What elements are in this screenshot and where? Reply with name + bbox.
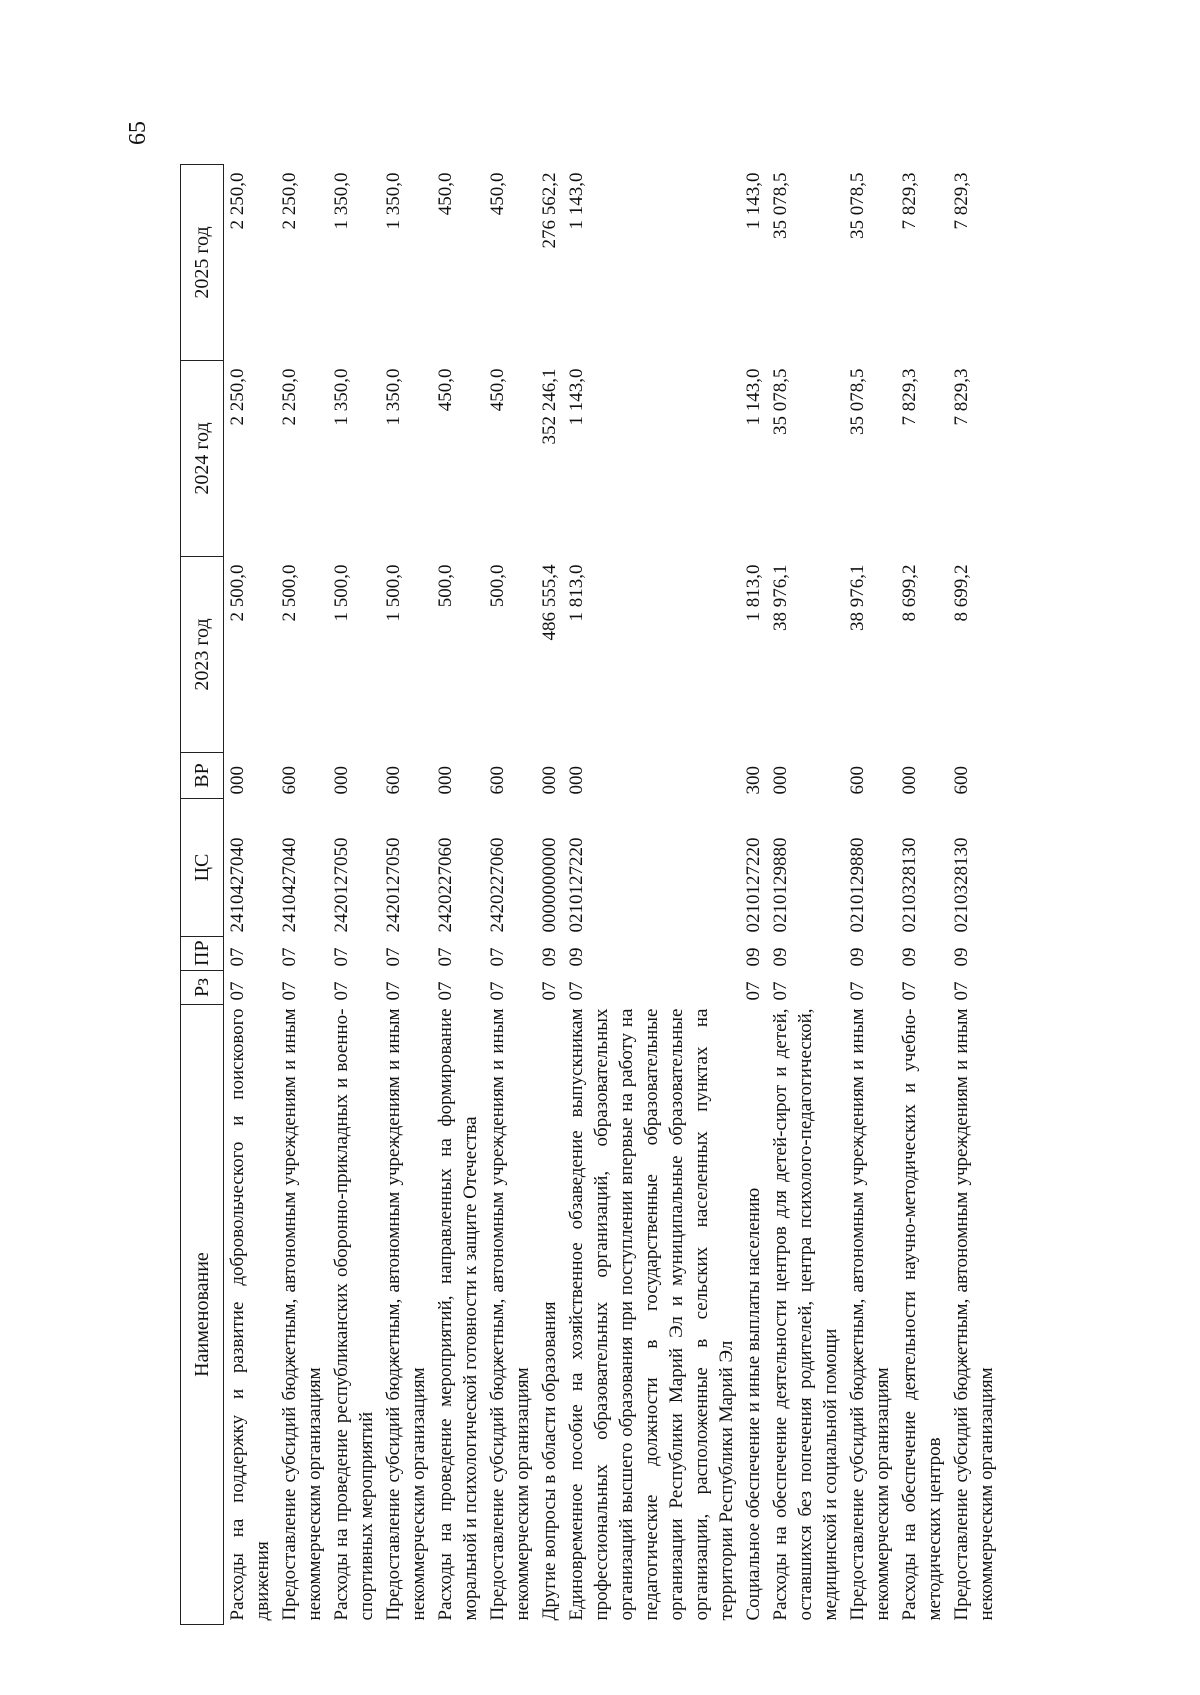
row-pr: 09 <box>770 947 791 967</box>
row-rz: 07 <box>435 981 456 1001</box>
row-pr: 07 <box>227 947 248 967</box>
row-rz: 07 <box>899 981 920 1001</box>
row-2024: 2 250,0 <box>279 368 300 426</box>
row-cs: 2410427040 <box>227 837 248 933</box>
row-2023: 8 699,2 <box>899 564 920 622</box>
row-cs: 2420127050 <box>331 837 352 933</box>
row-2024: 450,0 <box>435 368 456 412</box>
row-name: Предоставление субсидий бюджетным, автономным учреждениям и иным некоммерческим организациям <box>951 1008 997 1621</box>
col-header-cs: ЦС <box>181 799 224 937</box>
row-2023: 1 813,0 <box>743 564 764 622</box>
row-pr: 09 <box>899 947 920 967</box>
row-rz: 07 <box>539 981 560 1001</box>
row-cs: 0210129880 <box>770 837 791 933</box>
page-number: 65 <box>125 121 151 145</box>
row-2023: 38 976,1 <box>770 564 791 631</box>
budget-table <box>180 164 1000 1625</box>
row-vr: 000 <box>566 766 587 795</box>
row-pr: 09 <box>951 947 972 967</box>
col-header-name: Наименование <box>181 1005 224 1625</box>
row-pr: 09 <box>847 947 868 967</box>
row-name: Предоставление субсидий бюджетным, автономным учреждениям и иным некоммерческим организациям <box>279 1008 325 1621</box>
row-2023: 2 500,0 <box>279 564 300 622</box>
row-2025: 450,0 <box>435 172 456 216</box>
row-vr: 000 <box>770 766 791 795</box>
row-2023: 38 976,1 <box>847 564 868 631</box>
row-2024: 1 350,0 <box>331 368 352 426</box>
row-2025: 35 078,5 <box>847 172 868 239</box>
row-cs: 2420227060 <box>487 837 508 933</box>
row-vr: 000 <box>331 766 352 795</box>
row-2025: 35 078,5 <box>770 172 791 239</box>
row-name: Расходы на проведение мероприятий, направленных на формирование моральной и психологической готовности к защите Отечества <box>435 1008 481 1621</box>
row-2025: 450,0 <box>487 172 508 216</box>
row-name: Предоставление субсидий бюджетным, автономным учреждениям и иным некоммерческим организациям <box>383 1008 429 1621</box>
row-2023: 500,0 <box>487 564 508 608</box>
row-2024: 35 078,5 <box>847 368 868 435</box>
row-cs: 2410427040 <box>279 837 300 933</box>
row-pr: 07 <box>435 947 456 967</box>
row-rz: 07 <box>279 981 300 1001</box>
row-cs: 0210127220 <box>743 837 764 933</box>
row-2025: 1 143,0 <box>566 172 587 230</box>
row-cs: 0000000000 <box>539 837 560 933</box>
table-row <box>276 165 328 1625</box>
row-2024: 1 143,0 <box>743 368 764 426</box>
row-vr: 600 <box>847 766 868 795</box>
table-header-row <box>181 165 224 1625</box>
row-name: Единовременное пособие на хозяйственное обзаведение выпускникам профессиональных образовательных организаций, образовательных организаций высшего образования при поступлении впервые на работу на педагогические должности в государственные образовательные организации Республики Марий Эл и муниципальные образовательные организации, расположенные в сельских населенных пунктах на территории Республики Марий Эл <box>566 1008 737 1621</box>
table-row <box>767 165 844 1625</box>
row-name: Социальное обеспечение и иные выплаты населению <box>743 1187 764 1621</box>
row-cs: 0210328130 <box>899 837 920 933</box>
row-2024: 1 350,0 <box>383 368 404 426</box>
row-2025: 1 143,0 <box>743 172 764 230</box>
row-pr: 09 <box>539 947 560 967</box>
table-row <box>563 165 740 1625</box>
col-header-pr: ПР <box>181 937 224 971</box>
col-header-rz: Рз <box>181 971 224 1005</box>
table-row <box>484 165 536 1625</box>
table-row <box>224 165 277 1625</box>
row-2023: 486 555,4 <box>539 564 560 641</box>
row-cs: 0210328130 <box>951 837 972 933</box>
row-vr: 000 <box>539 766 560 795</box>
row-pr: 07 <box>487 947 508 967</box>
row-2024: 7 829,3 <box>899 368 920 426</box>
row-pr: 09 <box>743 947 764 967</box>
row-rz: 07 <box>383 981 404 1001</box>
row-2025: 276 562,2 <box>539 172 560 249</box>
row-name: Расходы на обеспечение деятельности научно-методических и учебно-методических центров <box>899 1008 945 1621</box>
row-2024: 7 829,3 <box>951 368 972 426</box>
row-2024: 450,0 <box>487 368 508 412</box>
row-name: Расходы на проведение республиканских оборонно-прикладных и военно-спортивных мероприятий <box>331 1008 377 1621</box>
col-header-2023: 2023 год <box>181 557 224 753</box>
row-pr: 07 <box>331 947 352 967</box>
row-2023: 1 500,0 <box>331 564 352 622</box>
row-pr: 07 <box>383 947 404 967</box>
row-rz: 07 <box>743 981 764 1001</box>
row-rz: 07 <box>566 981 587 1001</box>
table-row <box>328 165 380 1625</box>
row-pr: 09 <box>566 947 587 967</box>
row-pr: 07 <box>279 947 300 967</box>
row-name: Расходы на обеспечение деятельности центров для детей-сирот и детей, оставшихся без попечения родителей, центра психолого-педагогической, медицинской и социальной помощи <box>770 1008 841 1621</box>
row-2024: 35 078,5 <box>770 368 791 435</box>
table-body <box>224 165 1001 1625</box>
row-vr: 000 <box>899 766 920 795</box>
row-2024: 1 143,0 <box>566 368 587 426</box>
col-header-vr: ВР <box>181 753 224 799</box>
row-2023: 8 699,2 <box>951 564 972 622</box>
row-name: Другие вопросы в области образования <box>539 1301 560 1621</box>
row-cs: 0210129880 <box>847 837 868 933</box>
row-rz: 07 <box>770 981 791 1001</box>
row-cs: 0210127220 <box>566 837 587 933</box>
row-rz: 07 <box>331 981 352 1001</box>
row-2025: 7 829,3 <box>899 172 920 230</box>
col-header-2025: 2025 год <box>181 165 224 361</box>
row-vr: 300 <box>743 766 764 795</box>
row-rz: 07 <box>847 981 868 1001</box>
table-row <box>896 165 948 1625</box>
row-vr: 600 <box>383 766 404 795</box>
row-2024: 352 246,1 <box>539 368 560 445</box>
row-cs: 2420227060 <box>435 837 456 933</box>
row-2023: 2 500,0 <box>227 564 248 622</box>
table-row <box>844 165 896 1625</box>
row-vr: 600 <box>487 766 508 795</box>
row-name: Предоставление субсидий бюджетным, автономным учреждениям и иным некоммерческим организациям <box>847 1008 893 1621</box>
row-2023: 1 500,0 <box>383 564 404 622</box>
row-2025: 7 829,3 <box>951 172 972 230</box>
table-row <box>380 165 432 1625</box>
row-2024: 2 250,0 <box>227 368 248 426</box>
row-vr: 600 <box>951 766 972 795</box>
row-2025: 1 350,0 <box>331 172 352 230</box>
row-cs: 2420127050 <box>383 837 404 933</box>
row-rz: 07 <box>951 981 972 1001</box>
table-row <box>432 165 484 1625</box>
row-vr: 000 <box>227 766 248 795</box>
row-vr: 600 <box>279 766 300 795</box>
row-2023: 1 813,0 <box>566 564 587 622</box>
table-row <box>740 165 767 1625</box>
row-2023: 500,0 <box>435 564 456 608</box>
table-row <box>536 165 563 1625</box>
col-header-2024: 2024 год <box>181 361 224 557</box>
row-2025: 1 350,0 <box>383 172 404 230</box>
row-vr: 000 <box>435 766 456 795</box>
table-row <box>948 165 1000 1625</box>
row-rz: 07 <box>487 981 508 1001</box>
row-name: Предоставление субсидий бюджетным, автономным учреждениям и иным некоммерческим организациям <box>487 1008 533 1621</box>
row-name: Расходы на поддержку и развитие добровольческого и поискового движения <box>227 1008 273 1621</box>
row-rz: 07 <box>227 981 248 1001</box>
row-2025: 2 250,0 <box>227 172 248 230</box>
budget-table-container <box>180 165 1020 1625</box>
row-2025: 2 250,0 <box>279 172 300 230</box>
